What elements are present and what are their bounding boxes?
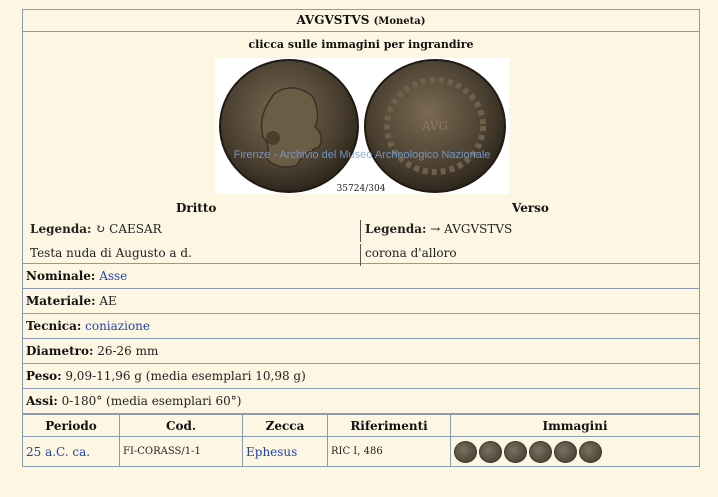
- description-divider: [360, 244, 361, 266]
- field-label: Peso:: [26, 369, 62, 383]
- specimen-table: [22, 414, 700, 467]
- field-label: Diametro:: [26, 344, 94, 358]
- col-immagini: Immagini: [451, 415, 700, 437]
- coin-thumbnail[interactable]: [454, 441, 477, 463]
- record-title: [22, 9, 700, 32]
- coin-fields: [22, 264, 700, 414]
- obverse-coin: [220, 60, 358, 192]
- legend-divider: [360, 220, 361, 242]
- field-label: Nominale:: [26, 269, 96, 283]
- reverse-heading: Verso: [512, 201, 549, 215]
- rotate-icon: ↻: [95, 222, 106, 236]
- coin-thumbnail[interactable]: [554, 441, 577, 463]
- nominale-link[interactable]: Asse: [99, 269, 128, 283]
- coin-record: [22, 9, 700, 467]
- field-assi: [22, 389, 700, 414]
- field-label: Assi:: [26, 394, 58, 408]
- field-label: Tecnica:: [26, 319, 82, 333]
- cod-cell: FI-CORASS/1-1: [120, 437, 243, 467]
- reverse-legend: [365, 222, 512, 236]
- obverse-heading: Dritto: [176, 201, 217, 215]
- reverse-legend-label: Legenda:: [365, 222, 427, 236]
- coin-thumbnail[interactable]: [579, 441, 602, 463]
- reverse-legend-text: AVGVSTVS: [444, 222, 513, 236]
- field-peso: [22, 364, 700, 389]
- field-tecnica: [22, 314, 700, 339]
- coin-type: (Moneta): [373, 16, 426, 27]
- col-zecca: Zecca: [243, 415, 328, 437]
- image-caption: 35724/304: [336, 184, 386, 194]
- coin-image[interactable]: [215, 58, 509, 194]
- obverse-description: Testa nuda di Augusto a d.: [30, 246, 192, 260]
- diametro-value: 26-26 mm: [97, 344, 159, 358]
- table-row: [23, 437, 700, 467]
- field-diametro: [22, 339, 700, 364]
- field-label: Materiale:: [26, 294, 96, 308]
- field-materiale: [22, 289, 700, 314]
- col-riferimenti: Riferimenti: [328, 415, 451, 437]
- obverse-legend: [30, 222, 162, 236]
- tecnica-link[interactable]: coniazione: [85, 319, 151, 333]
- zecca-link[interactable]: Ephesus: [246, 444, 298, 459]
- col-periodo: Periodo: [23, 415, 120, 437]
- coin-thumbnail[interactable]: [529, 441, 552, 463]
- enlarge-hint: clicca sulle immagini per ingrandire: [248, 38, 474, 51]
- assi-value: 0-180° (media esemplari 60°): [61, 394, 242, 408]
- riferimenti-cell: RIC I, 486: [328, 437, 451, 467]
- field-nominale: [22, 264, 700, 289]
- materiale-value: AE: [99, 294, 117, 308]
- coin-name: AVGVSTVS: [296, 13, 370, 27]
- peso-value: 9,09-11,96 g (media esemplari 10,98 g): [65, 369, 306, 383]
- coin-thumbnail[interactable]: [504, 441, 527, 463]
- svg-text:AVG: AVG: [421, 119, 449, 133]
- periodo-link[interactable]: 25 a.C. ca.: [26, 444, 91, 459]
- obverse-legend-label: Legenda:: [30, 222, 92, 236]
- coin-panel: [22, 32, 700, 264]
- watermark: Firenze - Archivio del Museo Archeologico Nazionale: [233, 149, 491, 161]
- arrow-right-icon: →: [430, 222, 441, 236]
- thumbnails-cell: [451, 437, 700, 467]
- obverse-legend-text: CAESAR: [109, 222, 162, 236]
- table-header: [23, 415, 700, 437]
- reverse-description: corona d'alloro: [365, 246, 457, 260]
- reverse-coin: [365, 60, 505, 192]
- col-cod: Cod.: [120, 415, 243, 437]
- coin-thumbnail[interactable]: [479, 441, 502, 463]
